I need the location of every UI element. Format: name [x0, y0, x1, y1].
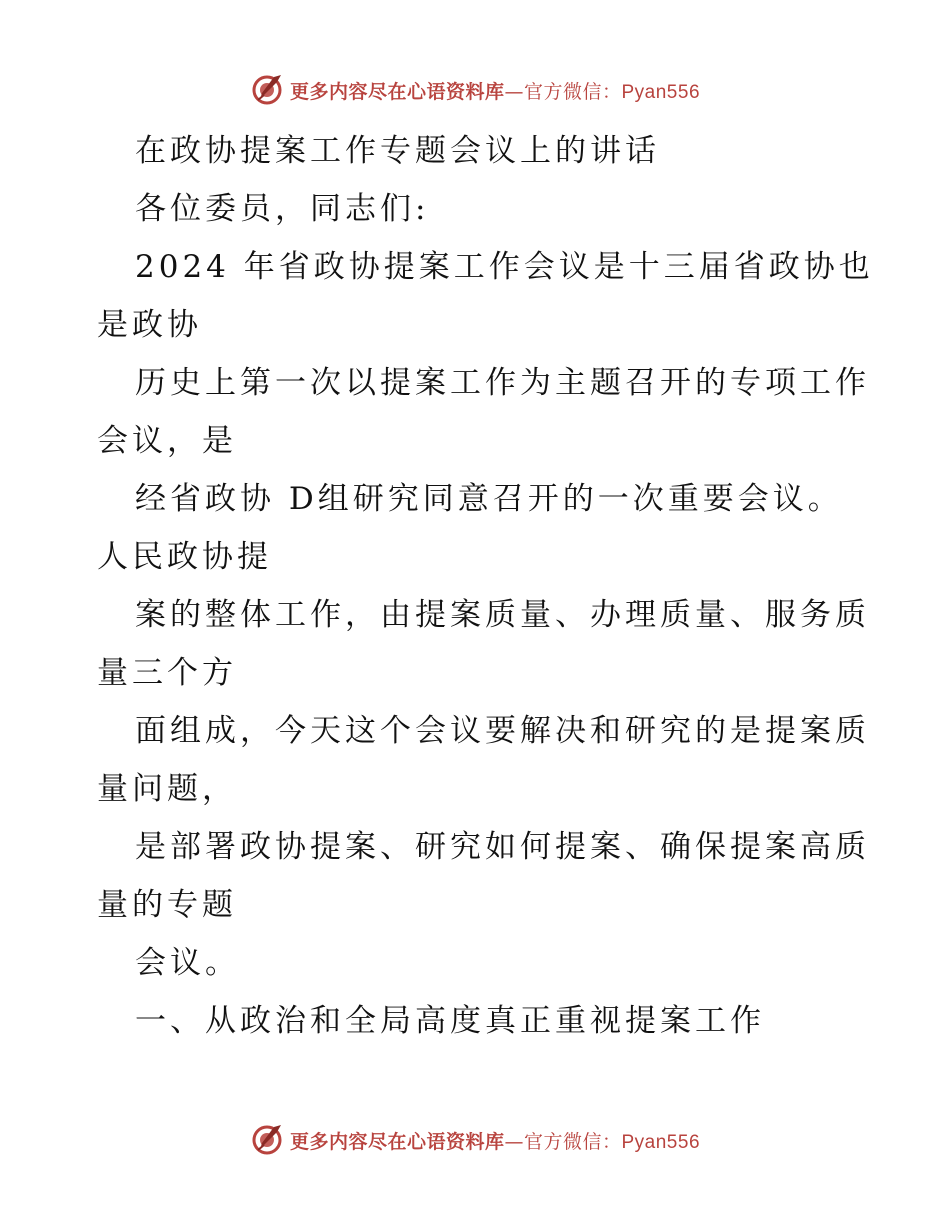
doc-line: 一、从政治和全局高度真正重视提案工作	[135, 1003, 765, 1039]
header-watermark	[0, 70, 950, 110]
watermark-site: 更多内容尽在心语资料库	[289, 1130, 505, 1153]
watermark-text	[290, 1127, 700, 1154]
doc-line: 量三个方	[97, 655, 237, 691]
watermark-wechat-id: Pyan556	[621, 1131, 701, 1153]
doc-line: 是部署政协提案、研究如何提案、确保提案高质	[135, 829, 870, 865]
doc-line: 量的专题	[97, 887, 237, 923]
footer-watermark	[0, 1120, 950, 1160]
watermark-official: 官方微信：	[523, 1130, 622, 1153]
doc-line: 会议。	[135, 945, 240, 981]
watermark-dash: —	[504, 80, 524, 103]
quill-pen-circle-icon	[250, 73, 284, 107]
doc-line: 人民政协提	[97, 539, 272, 575]
doc-line: 在政协提案工作专题会议上的讲话	[135, 133, 660, 169]
doc-line: 各位委员，同志们:	[135, 191, 430, 227]
watermark-wechat-id: Pyan556	[621, 81, 701, 103]
doc-line: 是政协	[97, 307, 202, 343]
doc-line: 会议，是	[97, 423, 237, 459]
watermark-text	[290, 77, 700, 104]
document-body	[97, 122, 874, 1050]
watermark-dash: —	[504, 1130, 524, 1153]
doc-line: 2024 年省政协提案工作会议是十三届省政协也	[135, 249, 874, 285]
doc-line: 量问题，	[97, 771, 237, 807]
watermark-official: 官方微信：	[523, 80, 622, 103]
doc-line: 面组成，今天这个会议要解决和研究的是提案质	[135, 713, 870, 749]
doc-line: 案的整体工作，由提案质量、办理质量、服务质	[135, 597, 870, 633]
watermark-site: 更多内容尽在心语资料库	[289, 80, 505, 103]
doc-line: 历史上第一次以提案工作为主题召开的专项工作	[135, 365, 870, 401]
quill-pen-circle-icon	[250, 1123, 284, 1157]
doc-line: 经省政协 D组研究同意召开的一次重要会议。	[135, 481, 843, 517]
